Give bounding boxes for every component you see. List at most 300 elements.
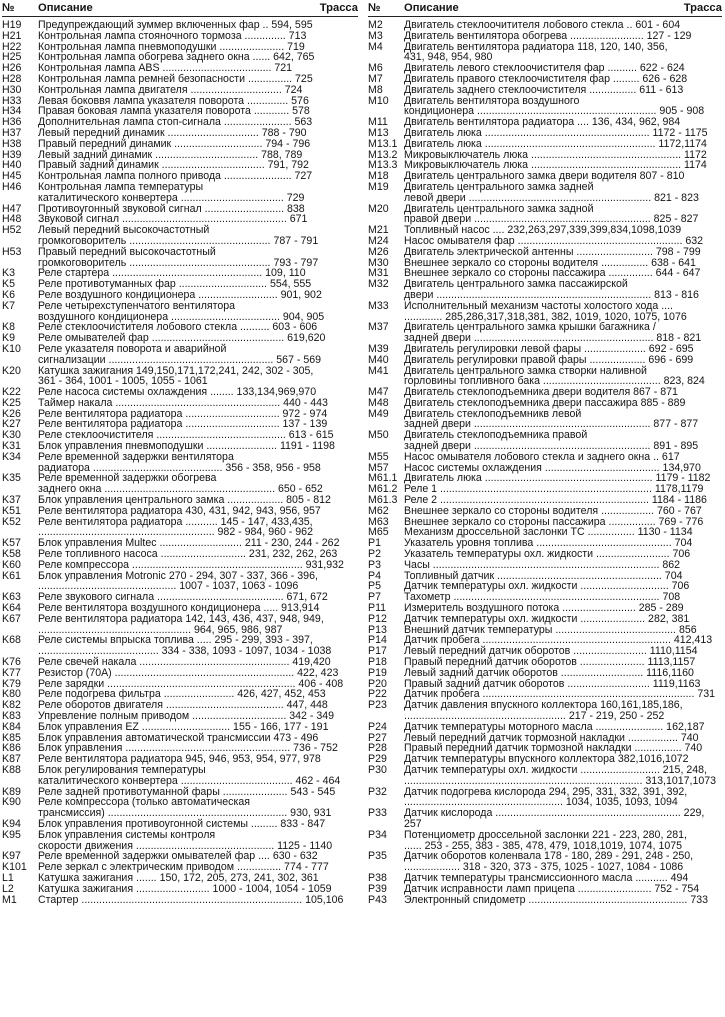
component-entry: [2, 301, 358, 323]
component-code: H28: [2, 72, 22, 85]
component-description: Реле задней противотуманной фары ...................... 543 - 545: [38, 785, 336, 798]
component-description: Датчик пробега ........................................................................ 731: [404, 688, 716, 701]
component-code: M61.3: [368, 494, 398, 507]
header-description: Описание: [404, 2, 459, 14]
component-entry: [2, 366, 358, 388]
component-code: P32: [368, 785, 387, 798]
component-description: Двигатель центрального замка двери водителя 807 - 810: [404, 170, 685, 183]
component-code: M13: [368, 126, 389, 139]
component-code: P14: [368, 634, 387, 647]
component-code: P38: [368, 871, 387, 884]
component-description: Указатель уровня топлива .............................................. 704: [404, 537, 693, 550]
component-description: Реле вентилятора радиатора 142, 143, 436, 437, 948, 949, .................................................... 964, 965, 986, 987: [38, 612, 324, 636]
component-description: Контрольная лампа двигателя ............................... 724: [38, 83, 303, 96]
component-entry: [2, 182, 358, 204]
component-entry: [2, 765, 358, 787]
component-description: Блок управления центрального замка ................... 805 - 812: [38, 494, 331, 507]
component-description: Противоугонный звуковой сигнал ........................... 838: [38, 202, 305, 215]
component-code: M62: [368, 504, 389, 517]
component-entry: [2, 225, 358, 247]
component-description: Датчик кислорода ............................................................... 229, 257: [404, 807, 705, 830]
component-code: M33: [368, 299, 389, 312]
component-description: Двигатель заднего стеклоочистителя ................ 611 - 613: [404, 83, 684, 96]
component-code: K61: [2, 569, 21, 582]
component-description: Реле вентилятора радиатора 945, 946, 953, 954, 977, 978: [38, 753, 321, 766]
component-code: K63: [2, 591, 21, 604]
component-code: P29: [368, 753, 387, 766]
component-code: M21: [368, 224, 389, 237]
component-description: Реле временной задержки омывателей фар .... 630 - 632: [38, 850, 318, 863]
component-code: P39: [368, 882, 387, 895]
component-description: Внешнее зеркало со стороны пассажира ............... 644 - 647: [404, 267, 701, 280]
component-entry: [368, 884, 722, 895]
component-description: Левый передний высокочастотный громкоговоритель ................................................ 787 - 791: [38, 224, 319, 247]
component-code: H25: [2, 51, 22, 64]
component-description: Двигатель центрального замка крышки багажника / задней двери ............................................................. 818 - 821: [404, 321, 702, 345]
component-description: Реле воздушного кондиционера ........................... 901, 902: [38, 288, 322, 301]
component-code: P2: [368, 548, 381, 561]
component-code: K80: [2, 688, 21, 701]
component-entry: [368, 787, 722, 809]
component-description: Двигатель стеклоочитителя лобового стекла .. 601 - 604: [404, 19, 681, 31]
component-code: K35: [2, 472, 21, 485]
component-entry: [2, 139, 358, 150]
component-code: M65: [368, 526, 389, 539]
component-description: Реле оборотов двигателя ........................................ 447, 448: [38, 699, 328, 712]
component-description: Катушка зажигания ......................... 1000 - 1004, 1054 - 1059: [38, 882, 332, 895]
component-description: Датчик оборотов коленвала 178 - 180, 289 - 291, 248 - 250, ................... 318 - 320, 373 - 375, 1025 - 1027, 1084 - 1086: [404, 850, 694, 874]
component-code: M49: [368, 407, 389, 420]
component-description: Таймер накала ........................................................ 440 - 443: [38, 396, 328, 409]
component-code: H46: [2, 180, 22, 193]
component-code: K8: [2, 321, 15, 334]
component-code: M20: [368, 202, 389, 215]
component-code: M55: [368, 450, 389, 463]
component-description: Блок управления пневмоподушки ........................ 1191 - 1198: [38, 440, 335, 453]
component-code: P1: [368, 537, 381, 550]
component-code: P13: [368, 623, 387, 636]
component-code: K26: [2, 407, 21, 420]
component-code: P23: [368, 699, 387, 712]
component-code: K86: [2, 742, 21, 755]
component-description: Резистор (70А) ............................................................. 422, 423: [38, 666, 339, 679]
component-description: Датчик температуры охл. жидкости .............................. 706: [404, 580, 690, 593]
component-description: Двигатель центрального замка задной правой двери ............................................................ 825 - 827: [404, 202, 699, 226]
component-code: H38: [2, 137, 22, 150]
component-code: K94: [2, 817, 21, 830]
component-entry: [2, 31, 358, 42]
component-code: M32: [368, 278, 389, 291]
component-code: M37: [368, 321, 389, 334]
component-code: P12: [368, 612, 387, 625]
component-description: Блок управления системы контроля скорости движения ............................................... 1125 - 1140: [38, 828, 333, 852]
component-description: Двигатель вентилятора радиатора .... 136, 434, 962, 984: [404, 116, 681, 129]
component-description: Блок управления автоматической трансмиссии 473 - 496: [38, 731, 319, 744]
component-code: K82: [2, 699, 21, 712]
component-description: Реле противотуманных фар .............................. 554, 555: [38, 278, 312, 291]
component-description: Насос системы охлаждения ....................................... 134,970: [404, 461, 701, 474]
component-entry: [368, 830, 722, 852]
component-description: Реле вентилятора радиатора ................................ 137 - 139: [38, 418, 328, 431]
component-entry: [368, 366, 722, 388]
component-code: P17: [368, 645, 387, 658]
component-description: Блок управления ........................................................ 736 - 752: [38, 742, 338, 755]
component-code: P22: [368, 688, 387, 701]
component-code: K83: [2, 710, 21, 722]
component-description: Микровыключатель люка ................................................... 1172: [404, 148, 707, 161]
component-description: Левый задний динамик ................................... 788, 789: [38, 148, 303, 161]
component-code: K60: [2, 558, 21, 571]
component-description: Блок управления Multec ............................ 211 - 230, 244 - 262: [38, 537, 340, 550]
component-description: Контрольная лампа стояночного тормоза .............. 713: [38, 29, 307, 42]
component-description: Датчик температуры охл. жидкости ........................... 215, 248, ................................................................................. 313,1017,1073: [404, 763, 717, 787]
component-code: K88: [2, 763, 21, 776]
component-entry: [368, 765, 722, 787]
component-code: M19: [368, 180, 389, 193]
component-code: P5: [368, 580, 381, 593]
component-code: K84: [2, 720, 21, 733]
component-code: H36: [2, 116, 22, 129]
component-entry: [368, 96, 722, 118]
component-description: Часы ............................................................................. 862: [404, 558, 681, 571]
component-description: Правый передний высокочастотный громкоговоритель ................................................ 793 - 797: [38, 245, 319, 269]
component-description: Двигатель вентилятора воздушного кондиционера ............................................................. 905 - 908: [404, 94, 705, 118]
component-code: K68: [2, 634, 21, 647]
component-description: Механизм дроссельной заслонки TC ................ 1130 - 1134: [404, 526, 693, 539]
component-code: P33: [368, 807, 387, 820]
component-code: M47: [368, 386, 389, 399]
component-code: K57: [2, 537, 21, 550]
component-code: M10: [368, 94, 389, 107]
component-description: Двигатель центрального замка створки наливной горловины топливного бака ........................................ 823, 824: [404, 364, 705, 388]
component-code: K95: [2, 828, 21, 841]
component-description: Двигатель стеклоподъемникв левой задней двери ............................................................ 877 - 877: [404, 407, 699, 431]
component-code: P27: [368, 731, 387, 744]
component-description: Реле компрессора .......................................................... 931,932: [38, 558, 344, 571]
component-entry: [368, 247, 722, 258]
component-code: K76: [2, 656, 21, 669]
component-entry: [2, 614, 358, 636]
component-code: K79: [2, 677, 21, 690]
component-code: P11: [368, 602, 387, 615]
component-description: Двигатель правого стеклоочистителя фар ......... 626 - 628: [404, 72, 688, 85]
component-description: Стартер ........................................................................... 105,106: [38, 893, 344, 906]
component-description: Левый передний датчик оборотов ......................... 1110,1154: [404, 645, 698, 658]
component-code: K64: [2, 602, 21, 615]
component-description: Звуковой сигнал ........................................................ 671: [38, 213, 308, 226]
component-code: H39: [2, 148, 22, 161]
header-number: №: [2, 2, 15, 14]
component-code: P19: [368, 666, 387, 679]
component-entry: [2, 517, 358, 539]
component-code: M2: [368, 19, 383, 31]
component-code: K22: [2, 386, 21, 399]
component-description: Датчик температуры охл. жидкости ...................... 282, 381: [404, 612, 690, 625]
component-code: M61.2: [368, 483, 398, 496]
component-code: M61.1: [368, 472, 398, 485]
component-code: K51: [2, 504, 21, 517]
component-code: K9: [2, 332, 15, 345]
component-description: Катушка зажигания 149,150,171,172,241, 242, 302 - 305, 361 - 364, 1001 - 1005, 1055 - 1061: [38, 364, 314, 388]
component-description: Датчик подогрева кислорода 294, 295, 331, 332, 391, 392, ...................................................... 1034, 1035, 1093, 1094: [404, 785, 688, 809]
component-description: Двигатель вентилятора обогрева ......................... 127 - 129: [404, 29, 692, 42]
component-description: Реле насоса системы охлаждения ........ 133,134,969,970: [38, 386, 317, 399]
component-description: Реле 2 ....................................................................... 1184 - 1186: [404, 494, 707, 507]
component-code: K58: [2, 548, 21, 561]
component-entry: [368, 430, 722, 452]
component-description: Реле четырехступенчатого вентилятора воздушного кондиционера ..................................... 904, 905: [38, 299, 325, 323]
component-code: H33: [2, 94, 22, 107]
component-description: Насос омывателя лобового стекла и заднего окна .. 617: [404, 450, 680, 463]
component-entry: [368, 204, 722, 226]
component-description: Двигатель центрального замка пассажирской двери ......................................................................... 813 - 816: [404, 278, 699, 301]
component-code: H30: [2, 83, 22, 96]
component-entry: [368, 355, 722, 366]
component-description: Реле стеклоочистителя лобового стекла .......... 603 - 606: [38, 321, 318, 334]
component-description: Реле вентилятора радиатора 430, 431, 942, 943, 956, 957: [38, 504, 321, 517]
component-description: Двигатель регулировки правой фары ................... 696 - 699: [404, 353, 694, 366]
right-entry-list: [368, 20, 722, 905]
component-code: H40: [2, 159, 22, 172]
component-code: P24: [368, 720, 387, 733]
component-description: Контрольная лампа пневмоподушки ...................... 719: [38, 40, 305, 53]
component-code: H48: [2, 213, 22, 226]
component-code: K85: [2, 731, 21, 744]
component-code: M8: [368, 83, 383, 96]
component-description: Датчик температуры трансмиссионного масла ........... 494: [404, 871, 689, 884]
component-code: P34: [368, 828, 387, 841]
component-entry: [2, 247, 358, 269]
component-description: Внешнее зеркало со стороны пассажира ................ 769 - 776: [404, 515, 704, 528]
component-code: M63: [368, 515, 389, 528]
component-entry: [368, 722, 722, 733]
component-code: M24: [368, 234, 389, 247]
component-entry: [2, 884, 358, 895]
component-description: Правый передний динамик .............................. 794 - 796: [38, 137, 311, 150]
component-description: Контрольная лампа полного привода ....................... 727: [38, 170, 313, 183]
component-code: K20: [2, 364, 21, 377]
component-code: M1: [2, 893, 17, 906]
component-description: Датчик температуры моторного масла ....................... 162,187: [404, 720, 705, 733]
component-code: K25: [2, 396, 21, 409]
component-description: Реле компрессора (только автоматическая трансмиссия) ............................................................. 930, 931: [38, 796, 332, 820]
component-code: K3: [2, 267, 15, 280]
component-description: Реле системы впрыска топлива ..... 295 - 299, 393 - 397, ......................................... 334 - 338, 1093 - 1097, 1034 - 1038: [38, 634, 332, 658]
component-code: K37: [2, 494, 21, 507]
component-code: H37: [2, 126, 22, 139]
component-description: Правая боковая лампа указателя поворота ............ 578: [38, 105, 310, 118]
component-entry: [368, 322, 722, 344]
component-description: Потенциометр дроссельной заслонки 221 - 223, 280, 281, ...... 253 - 255, 383 - 385, 478, 479, 1018,1019, 1074, 1075: [404, 828, 687, 852]
component-description: Контрольная лампа ABS ..................................... 721: [38, 62, 293, 75]
component-entry: [368, 409, 722, 431]
component-description: Реле подогрева фильтра ........................ 426, 427, 452, 453: [38, 688, 326, 701]
component-entry: [368, 85, 722, 96]
component-entry: [2, 830, 358, 852]
component-description: Блок управления Motronic 270 - 294, 307 - 337, 366 - 396, ............................................... 1007 - 1037, 1063 - 1096: [38, 569, 318, 593]
component-description: Двигатель стеклоподъемника двери водителя 867 - 871: [404, 386, 678, 399]
component-description: Упревление полным приводом ................................ 342 - 349: [38, 710, 335, 722]
component-code: K67: [2, 612, 21, 625]
component-code: M26: [368, 245, 389, 258]
component-code: H26: [2, 62, 22, 75]
component-description: Контрольная лампа температуры каталитического конвертера ................................... 729: [38, 180, 305, 204]
component-code: K87: [2, 753, 21, 766]
component-description: Реле 1 ........................................................................ 1178,1179: [404, 483, 704, 496]
component-description: Контрольная лампа обогрева заднего окна ...... 642, 765: [38, 51, 315, 64]
component-description: Насос омывателя фар ........................................................ 632: [404, 234, 704, 247]
component-description: Топливный насос .... 232,263,297,339,399,834,1098,1039: [404, 224, 682, 237]
component-code: P30: [368, 763, 387, 776]
component-entry: [368, 668, 722, 679]
component-code: P3: [368, 558, 381, 571]
component-code: K101: [2, 861, 27, 874]
component-code: K89: [2, 785, 21, 798]
component-code: P4: [368, 569, 381, 582]
component-code: H53: [2, 245, 22, 258]
header-route: Трасса: [319, 2, 358, 14]
component-code: H34: [2, 105, 22, 118]
component-description: Датчик пробега ................................................................ 412,413: [404, 634, 713, 647]
component-description: Двигатель люка ........................................................ 1172 - 1175: [404, 126, 708, 139]
component-description: Топливный датчик ........................................................ 704: [404, 569, 683, 582]
component-description: Блок регулирования температуры каталитического конвертера ...................................... 462 - 464: [38, 763, 341, 787]
component-description: Предупреждающий зуммер включенных фар .. 594, 595: [38, 19, 313, 31]
component-description: Левая боковвя лампа указателя поворота .............. 576: [38, 94, 309, 107]
component-code: M30: [368, 256, 389, 269]
component-code: P7: [368, 591, 381, 604]
component-code: M50: [368, 429, 389, 442]
component-description: Реле указателя поворота и аварийной сигнализации ........................................................ 567 - 569: [38, 342, 322, 366]
component-description: Катушка зажигания ....... 150, 172, 205, 273, 241, 302, 361: [38, 871, 319, 884]
component-entry: [2, 668, 358, 679]
component-code: M18: [368, 170, 389, 183]
component-description: Тахометр ...................................................................... 708: [404, 591, 681, 604]
left-column: [2, 2, 358, 905]
component-entry: [368, 279, 722, 301]
component-description: Правый задний динамик ................................... 791, 792: [38, 159, 309, 172]
component-code: K52: [2, 515, 21, 528]
component-code: K77: [2, 666, 21, 679]
component-code: H47: [2, 202, 22, 215]
component-code: M13.1: [368, 137, 398, 150]
component-entry: [2, 722, 358, 733]
component-entry: [368, 808, 722, 830]
right-column: [368, 2, 722, 905]
component-entry: [2, 797, 358, 819]
component-entry: [2, 452, 358, 474]
component-code: K10: [2, 342, 21, 355]
component-code: L1: [2, 871, 14, 884]
component-description: Измеритель воздушного потока ......................... 285 - 289: [404, 602, 684, 615]
component-code: K6: [2, 288, 15, 301]
component-description: Датчик исправности ламп прицепа ......................... 752 - 754: [404, 882, 700, 895]
component-entry: [368, 614, 722, 625]
component-description: Правый задний датчик оборотов ............................ 1119,1163: [404, 677, 701, 690]
component-code: M57: [368, 461, 389, 474]
component-description: Двигатель стеклоподъемника правой задней двери ............................................................ 891 - 895: [404, 429, 699, 453]
component-description: Внешний датчик температуры ......................................... 856: [404, 623, 697, 636]
component-description: Двигатель левого стеклоочистителя фар .......... 622 - 624: [404, 62, 685, 75]
component-description: Двигатель стеклоподъемника двери пассажира 885 - 889: [404, 396, 686, 409]
component-description: Правый передний датчик оборотов ...................... 1113,1157: [404, 656, 696, 669]
component-entry: [368, 700, 722, 722]
component-description: Левый задний датчик оборотов ............................ 1116,1160: [404, 666, 694, 679]
component-description: Реле стартера ................................................... 109, 110: [38, 267, 306, 280]
right-table-header: [368, 2, 722, 17]
component-code: M39: [368, 342, 389, 355]
component-description: Электронный спидометр ...................................................... 733: [404, 893, 708, 906]
component-description: Внешнее зеркало со стороны водителя .................. 760 - 767: [404, 504, 702, 517]
component-description: Дополнительная лампа стоп-сигнала ....................... 563: [38, 116, 313, 129]
component-code: H19: [2, 19, 22, 31]
component-description: Реле вентилятора воздушного кондиционера ..... 913,914: [38, 602, 320, 615]
component-code: M48: [368, 396, 389, 409]
component-code: K5: [2, 278, 15, 291]
component-description: Датчик температуры впускного коллектора 382,1016,1072: [404, 753, 689, 766]
component-code: P28: [368, 742, 387, 755]
component-description: Внешнее зеркало со стороны водителя ................ 638 - 641: [404, 256, 696, 269]
component-description: Двигатель электрической антенны .......................... 798 - 799: [404, 245, 701, 258]
component-code: M41: [368, 364, 389, 377]
component-code: H45: [2, 170, 22, 183]
component-description: Блок управления противоугонной системы ......... 833 - 847: [38, 817, 326, 830]
component-code: M13.2: [368, 148, 398, 161]
component-description: Реле вентилятора радиатора ........... 145 - 147, 433,435, ............................................................ 982 - 984, 960 - 962: [38, 515, 313, 539]
component-code: M11: [368, 116, 388, 129]
component-entry: [368, 895, 722, 906]
component-code: K30: [2, 429, 21, 442]
component-description: Двигатель вентилятора радиатора 118, 120, 140, 356, 431, 948, 954, 980: [404, 40, 668, 64]
component-code: P35: [368, 850, 387, 863]
component-description: Реле зарядки ................................................................ 406 - 408: [38, 677, 344, 690]
component-description: Левый передний динамик ............................... 788 - 790: [38, 126, 307, 139]
component-description: Левый передний датчик тормозной накладки ................. 740: [404, 731, 699, 744]
component-code: K97: [2, 850, 21, 863]
component-entry: [368, 301, 722, 323]
component-description: Реле временной задержки вентилятора радиатора ............................................ 356 - 358, 956 - 958: [38, 450, 321, 474]
header-description: Описание: [38, 2, 93, 14]
component-entry: [368, 42, 722, 64]
component-description: Реле звукового сигнала ........................................... 671, 672: [38, 591, 328, 604]
component-description: Реле стеклоочистителя ............................................ 613 - 615: [38, 429, 334, 442]
component-code: P18: [368, 656, 387, 669]
component-code: M4: [368, 40, 383, 53]
component-code: M3: [368, 29, 383, 42]
component-code: H21: [2, 29, 22, 42]
component-entry: [368, 851, 722, 873]
component-description: Двигатель люка .......................................................... 1172,1174: [404, 137, 707, 150]
component-entry: [368, 31, 722, 42]
component-code: M40: [368, 353, 389, 366]
component-description: Исполнительный механизм частоты холостого хода .... ............. 285,286,317,318,381, 382, 1019, 1020, 1075, 1076: [404, 299, 687, 323]
component-entry: [2, 473, 358, 495]
component-description: Указатель температуры охл. жидкости ......................... 706: [404, 548, 691, 561]
component-entry: [368, 139, 722, 150]
component-entry: [2, 571, 358, 593]
component-entry: [368, 182, 722, 204]
component-description: Двигатель центрального замка задней левой двери .............................................................. 821 - 823: [404, 180, 699, 204]
header-number: №: [368, 2, 381, 14]
component-code: K34: [2, 450, 21, 463]
component-description: Реле зеркал с электрическим приводом ............... 774 - 777: [38, 861, 329, 874]
component-entry: [2, 85, 358, 96]
component-code: M7: [368, 72, 383, 85]
component-entry: [2, 895, 358, 906]
component-description: Реле свечей накала ................................................... 419,420: [38, 656, 331, 669]
component-code: L2: [2, 882, 14, 895]
component-entry: [2, 635, 358, 657]
